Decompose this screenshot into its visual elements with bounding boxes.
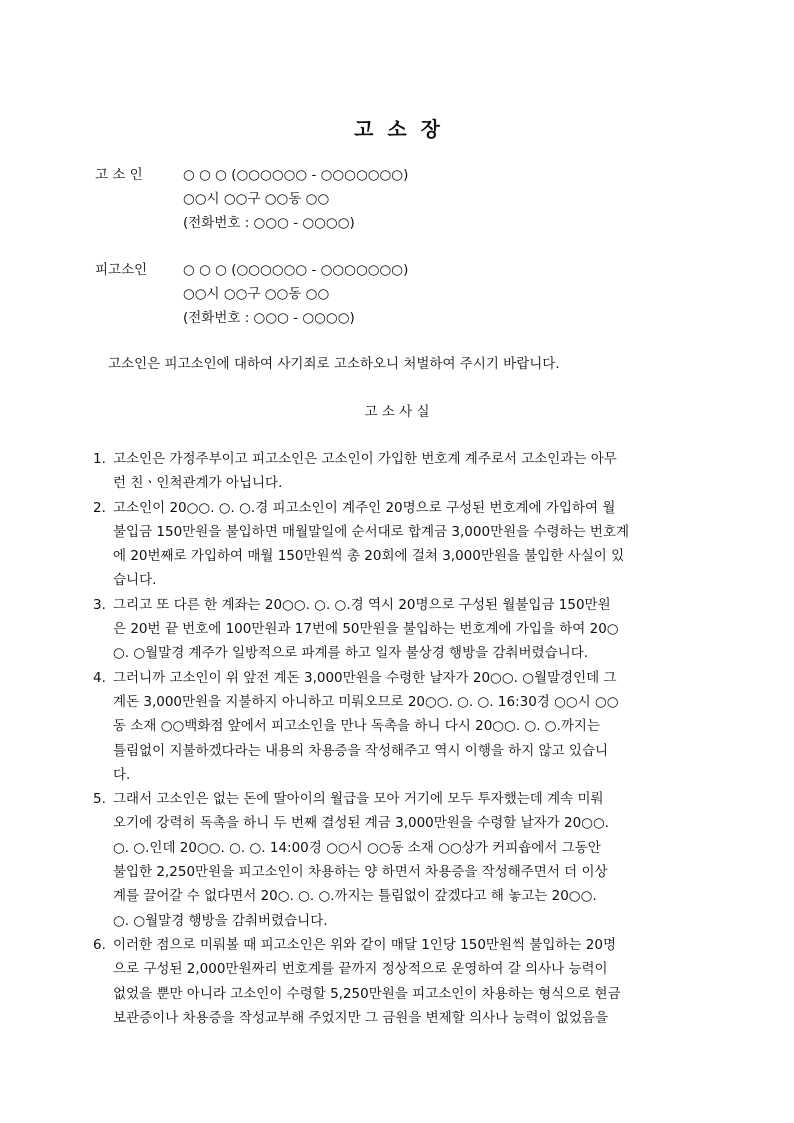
fact-text: 고소인은 가정주부이고 피고소인은 고소인이 가입한 번호계 계주로서 고소인과는 아무 런 친ㆍ인척관계가 아닙니다. [113, 451, 617, 492]
fact-number: 2. [93, 499, 106, 516]
fact-number: 3. [93, 596, 106, 613]
fact-number: 6. [93, 936, 106, 953]
accused-address: ○○시 ○○구 ○○동 ○○ [183, 286, 330, 302]
fact-number: 5. [93, 791, 106, 808]
fact-item [93, 787, 699, 933]
complainant-phone: (전화번호 : ○○○ - ○○○○) [183, 215, 355, 231]
complainant-name-id: ○ ○ ○ (○○○○○○ - ○○○○○○○) [183, 167, 409, 183]
accused-name-id: ○ ○ ○ (○○○○○○ - ○○○○○○○) [183, 262, 409, 278]
accused-phone: (전화번호 : ○○○ - ○○○○) [183, 310, 355, 326]
fact-item [93, 933, 699, 1030]
fact-number: 1. [93, 451, 106, 467]
section-title: 고 소 사 실 [364, 404, 430, 420]
fact-item [93, 447, 699, 496]
fact-text: 그리고 또 다른 한 계좌는 20○○. ○. ○.경 역시 20명으로 구성된 월불입금 150만원 은 20번 끝 번호에 100만원과 17번에 50만원을 불입하는 번호계에 가입을 하여 20○ ○. ○월말경 계주가 일방적으로 파계를 하고 일자 불상경 행방을 감춰버렸습니다. [113, 596, 619, 662]
fact-text: 이러한 점으로 미뤄볼 때 피고소인은 위와 같이 매달 1인당 150만원씩 불입하는 20명 으로 구성된 2,000만원짜리 번호계를 끝까지 정상적으로 운영하여 갈 의사나 능력이 없었을 뿐만 아니라 고소인이 수령할 5,250만원을 피고소인이 차용하는 형식으로 현금 보관증이나 차용증을 작성교부해 주었지만 그 금원을 변제할 의사나 능력이 없었음을 [113, 936, 621, 1026]
fact-item [93, 666, 699, 787]
intro-paragraph: 고소인은 피고소인에 대하여 사기죄로 고소하오니 처벌하여 주시기 바랍니다. [108, 356, 560, 372]
fact-text: 고소인이 20○○. ○. ○.경 피고소인이 계주인 20명으로 구성된 번호계에 가입하여 월 불입금 150만원을 불입하면 매월말일에 순서대로 합계금 3,000만원을 수령하는 번호계 에 20번째로 가입하여 매월 150만원씩 총 20회에 걸쳐 3,000만원을 불입한 사실이 있 습니다. [113, 499, 630, 589]
fact-text: 그러니까 고소인이 위 앞전 계돈 3,000만원을 수령한 날자가 20○○. ○월말경인데 그 계돈 3,000만원을 지불하지 아니하고 미뤄오므로 20○○. ○. ○. 16:30경 ○○시 ○○ 동 소재 ○○백화점 앞에서 피고소인을 만나 독촉을 하니 다시 20○○. ○. ○.까지는 틀림없이 지불하겠다라는 내용의 차용증을 작성해주고 역시 이행을 하지 않고 있습니 다. [113, 669, 619, 783]
fact-number: 4. [93, 669, 106, 686]
complainant-label: 고 소 인 [95, 167, 143, 183]
accused-label: 피고소인 [95, 262, 148, 278]
facts-list [93, 447, 699, 1030]
document-title: 고 소 장 [354, 117, 440, 141]
complainant-address: ○○시 ○○구 ○○동 ○○ [183, 191, 330, 207]
fact-item [93, 593, 699, 666]
fact-text: 그래서 고소인은 없는 돈에 딸아이의 월급을 모아 거기에 모두 투자했는데 계속 미뤄 오기에 강력히 독촉을 하니 두 번째 결성된 계금 3,000만원을 수령할 날자가 20○○. ○. ○.인데 20○○. ○. ○. 14:00경 ○○시 ○○동 소재 ○○상가 커피숍에서 그동안 불입한 2,250만원을 피고소인이 차용하는 양 하면서 차용증을 작성해주면서 더 이상 계를 끌어갈 수 없다면서 20○. ○. ○.까지는 틀림없이 갚겠다고 해 놓고는 20○○. ○. ○월말경 행방을 감춰버렸습니다. [113, 791, 610, 929]
fact-item [93, 496, 699, 593]
